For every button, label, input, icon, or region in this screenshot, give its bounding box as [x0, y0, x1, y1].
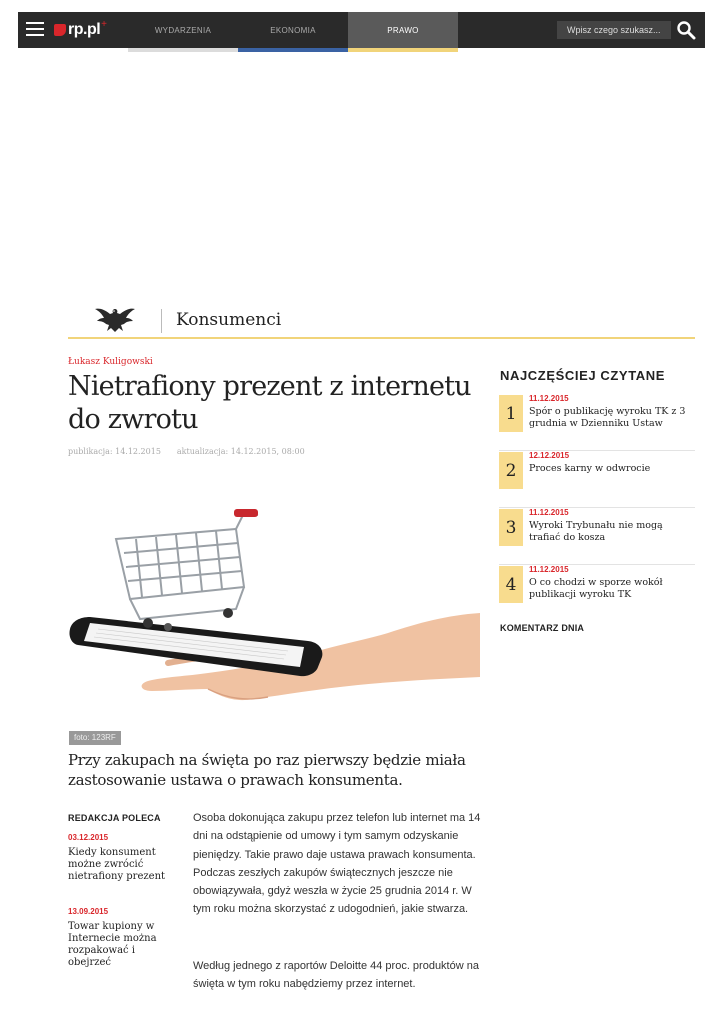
item-title[interactable]: O co chodzi w sporze wokół publikacji wyroku TK [529, 577, 663, 600]
komentarz-dnia-title[interactable]: KOMENTARZ DNIA [500, 623, 585, 633]
article-paragraph: Według jednego z raportów Deloitte 44 proc. produktów na święta w tym roku nabędziemy przez internet. [193, 960, 479, 991]
article-photo [68, 463, 480, 745]
recommended-title: REDAKCJA POLECA [68, 813, 161, 823]
article-paragraph: Osoba dokonująca zakupu przez telefon lub internet ma 14 dni na odstąpienie od umowy i tym samym odzyskanie pieniędzy. Takie prawo daje ustawa prawach konsumenta. Podczas zeszłych zakupów świątecznych jeszcze nie obowiązywała, gdyż weszła w życie 25 grudnia 2014 r. W tym roku można skorzystać z udogodnień, jakie stwarza. [193, 812, 481, 916]
publication-date: publikacja: 14.12.2015 [68, 447, 161, 456]
top-nav-bar [18, 12, 705, 48]
item-date: 11.12.2015 [529, 508, 569, 517]
recommended-date: 13.09.2015 [68, 907, 109, 916]
tab-label: WYDARZENIA [154, 25, 212, 35]
search-placeholder: Wpisz czego szukasz... [567, 25, 661, 35]
item-title[interactable]: Proces karny w odwrocie [529, 463, 651, 474]
tab-prawo[interactable] [348, 12, 458, 48]
tab-underline [128, 48, 238, 52]
tab-label: PRAWO [387, 25, 419, 35]
logo-mark [54, 24, 66, 36]
tab-label: EKONOMIA [270, 25, 316, 35]
item-number: 3 [499, 509, 523, 546]
article-lead: Przy zakupach na święta po raz pierwszy będzie miała zastosowanie ustawa o prawach konsumenta. [68, 751, 466, 789]
item-date: 11.12.2015 [529, 565, 569, 574]
logo-plus: + [101, 18, 108, 30]
article-title: Nietrafiony prezent z internetu do zwrotu [68, 371, 471, 435]
eagle-emblem-icon [94, 305, 136, 333]
section-divider [161, 309, 162, 333]
item-title[interactable]: Spór o publikację wyroku TK z 3 grudnia w Dzienniku Ustaw [529, 406, 686, 429]
tab-wydarzenia[interactable] [128, 12, 238, 48]
section-header [68, 305, 695, 339]
section-title[interactable]: Konsumenci [176, 310, 282, 330]
tab-ekonomia[interactable] [238, 12, 348, 48]
recommended-date: 03.12.2015 [68, 833, 109, 842]
item-date: 11.12.2015 [529, 394, 569, 403]
most-read-item[interactable] [499, 566, 695, 622]
search-icon[interactable] [676, 20, 696, 40]
search-input[interactable] [557, 21, 671, 39]
tab-underline [238, 48, 348, 52]
recommended-link[interactable]: Towar kupiony w Internecie można rozpakować i obejrzeć [68, 921, 157, 968]
most-read-item[interactable] [499, 452, 695, 508]
article-dates [68, 447, 305, 456]
photo-credit: foto: 123RF [69, 731, 121, 745]
item-title[interactable]: Wyroki Trybunału nie mogą trafiać do kosza [529, 520, 663, 543]
recommended-link[interactable]: Kiedy konsument możne zwrócić nietrafiony prezent [68, 847, 166, 882]
item-date: 12.12.2015 [529, 451, 570, 460]
update-date: aktualizacja: 14.12.2015, 08:00 [176, 447, 305, 456]
logo-text: rp.pl [68, 21, 101, 38]
tab-underline [348, 48, 458, 52]
item-number: 4 [499, 566, 523, 603]
site-logo[interactable] [54, 20, 107, 40]
author-name[interactable]: Łukasz Kuligowski [68, 357, 153, 367]
most-read-item[interactable] [499, 509, 695, 565]
most-read-title: NAJCZĘŚCIEJ CZYTANE [500, 368, 666, 383]
item-number: 2 [499, 452, 523, 489]
most-read-item[interactable] [499, 395, 695, 451]
item-number: 1 [499, 395, 523, 432]
hamburger-menu-icon[interactable] [26, 22, 44, 36]
